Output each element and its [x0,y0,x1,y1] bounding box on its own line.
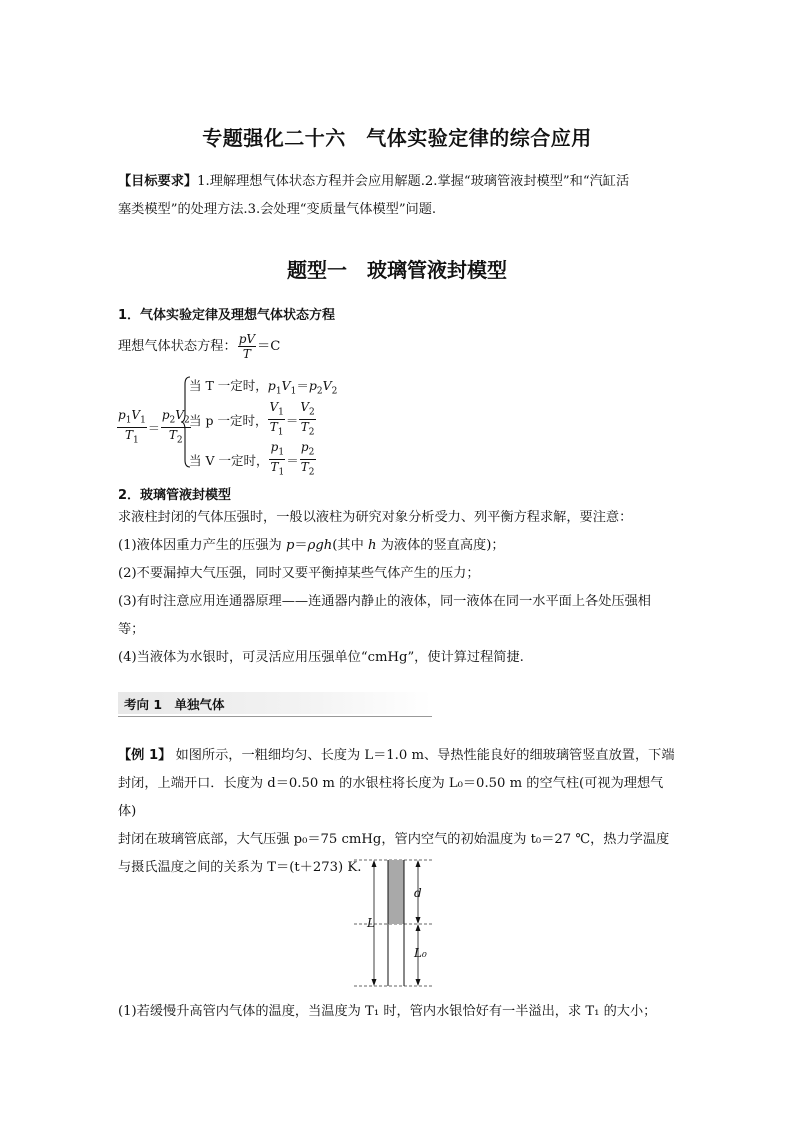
combined-gas-law: $\frac{p_1V_1}{T_1}$ ＝ $\frac{p_2V_2}{T_2}$ [118,408,190,446]
v2-t2-fraction: $\frac{V_2}{T_2}$ [300,400,315,438]
section1-title: 1．气体实验定律及理想气体状态方程 [118,308,336,323]
mercury-column [388,860,404,924]
case-p-label: 当 p 一定时， [189,412,268,428]
section2-item3b: 等； [118,622,145,637]
section2-body [118,504,678,672]
ideal-rhs: ＝C [257,339,281,354]
banner-underline [118,716,432,717]
goals-block [118,168,678,224]
question-1: (1)若缓慢升高管内气体的温度，当温度为 T₁ 时，管内水银恰好有一半溢出，求 T₁ 的大小； [118,1004,657,1019]
example-line-4: 与摄氏温度之间的关系为 T＝(t＋273) K. [118,860,362,875]
lhs-fraction: $\frac{p_1V_1}{T_1}$ [118,408,146,446]
ideal-gas-equation [118,332,280,361]
section2-item3a: (3)有时注意应用连通器原理——连通器内静止的液体，同一液体在同一水平面上各处压强相 [118,594,651,609]
p1-t1-fraction: $\frac{p_1}{T_1}$ [270,440,285,478]
topic-banner [118,692,432,718]
example-line-3: 封闭在玻璃管底部，大气压强 p₀＝75 cmHg，管内空气的初始温度为 t₀＝27 ℃，热力学温度 [118,832,670,847]
label-d: d [414,886,422,900]
case-T-row: 当 T 一定时，$p_1V_1=p_2V_2$ [189,378,338,397]
item1-text-b: (其中 [332,538,368,553]
label-L0: L₀ [414,946,427,960]
case-V-label: 当 V 一定时， [189,452,269,468]
goals-line-1 [118,168,678,196]
example-line-2: 封闭，上端开口．长度为 d＝0.50 m 的水银柱将长度为 L₀＝0.50 m 的空气柱(可视为理想气体) [118,776,664,819]
section2-item1: (1)液体因重力产生的压强为 p＝ρgh(其中 h 为液体的竖直高度)； [118,538,505,553]
label-L: L [367,916,375,930]
section2-title: 2．玻璃管液封模型 [118,488,232,503]
v1-t1-fraction: $\frac{V_1}{T_1}$ [269,400,284,438]
goals-label: 【目标要求】 [118,174,198,189]
case-p-row: 当 p 一定时， $\frac{V_1}{T_1}$ ＝ $\frac{V_2}{T_2}$ [189,400,315,438]
section-heading: 题型一 玻璃管液封模型 [287,258,507,282]
section2-intro: 求液柱封闭的气体压强时，一般以液柱为研究对象分析受力、列平衡方程求解，要注意： [118,510,633,525]
item1-text-a: (1)液体因重力产生的压强为 [118,538,286,553]
example-tag: 【例 1】 [118,748,172,763]
p2-t2-fraction: $\frac{p_2}{T_2}$ [300,440,315,478]
pv-over-t-fraction: $\frac{pV}{T}$ [238,332,256,361]
section2-item2: (2)不要漏掉大气压强，同时又要平衡掉某些气体产生的压力； [118,566,480,581]
banner-label: 考向 1 单独气体 [124,697,225,712]
example-line-1 [118,742,678,770]
item1-text-c: 为液体的竖直高度)； [376,538,505,553]
ideal-label: 理想气体状态方程： [118,339,237,354]
case-T-label: 当 T 一定时， [189,378,268,393]
page-title: 专题强化二十六 气体实验定律的综合应用 [202,126,592,150]
example-text-1: 如图所示，一粗细均匀、长度为 L＝1.0 m、导热性能良好的细玻璃管竖直放置，下端 [171,748,675,763]
goals-text-1: 1.理解理想气体状态方程并会应用解题.2.掌握“玻璃管液封模型”和“汽缸活 [197,174,630,189]
section2-item4: (4)当液体为水银时，可灵活应用压强单位“cmHg”，使计算过程简捷. [118,650,524,665]
goals-line-2: 塞类模型”的处理方法.3.会处理“变质量气体模型”问题. [118,202,437,217]
case-V-row: 当 V 一定时， $\frac{p_1}{T_1}$ ＝ $\frac{p_2}{T_2}$ [189,440,315,478]
rhs-fraction: $\frac{p_2V_2}{T_2}$ [161,408,190,446]
glass-tube-figure [352,854,442,992]
